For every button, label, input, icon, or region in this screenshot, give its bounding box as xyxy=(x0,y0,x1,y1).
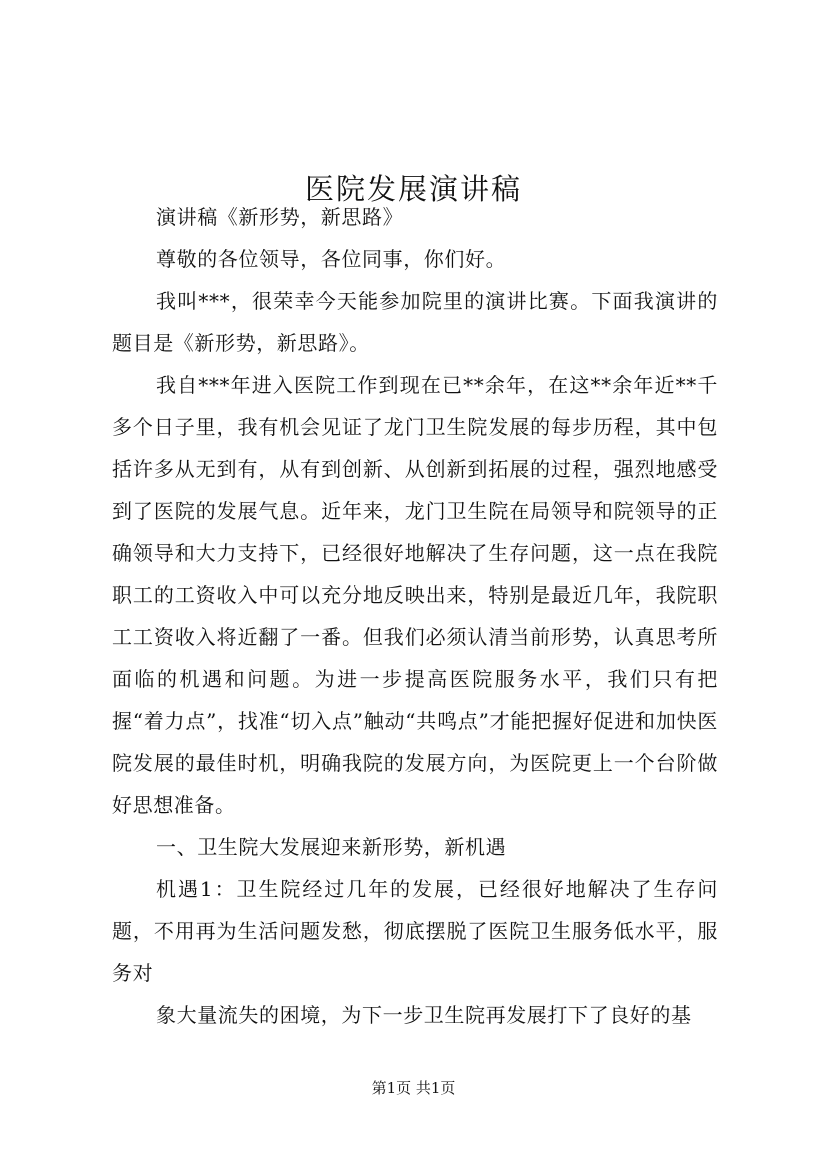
page-footer: 第1页 共1页 xyxy=(371,1079,456,1097)
paragraph-opportunity-1: 机遇1：卫生院经过几年的发展，已经很好地解决了生存问题，不用再为生活问题发愁，彻底摆脱了医院卫生服务低水平，服务对 xyxy=(112,877,718,985)
paragraph-greeting: 尊敬的各位领导，各位同事，你们好。 xyxy=(156,247,507,271)
paragraph-speech-subtitle: 演讲稿《新形势，新思路》 xyxy=(156,205,404,229)
document-title: 医院发展演讲稿 xyxy=(304,172,522,207)
document-body xyxy=(112,196,718,1036)
paragraph-continuation: 象大量流失的困境，为下一步卫生院再发展打下了良好的基 xyxy=(156,1003,692,1027)
paragraph-introduction: 我叫***，很荣幸今天能参加院里的演讲比赛。下面我演讲的题目是《新形势，新思路》。 xyxy=(112,289,718,355)
paragraph-background: 我自***年进入医院工作到现在已**余年，在这**余年近**千多个日子里，我有机会见证了龙门卫生院发展的每步历程，其中包括许多从无到有，从有到创新、从创新到拓展的过程，强烈地感受到了医院的发展气息。近年来，龙门卫生院在局领导和院领导的正确领导和大力支持下，已经很好地解决了生存问题，这一点在我院职工的工资收入中可以充分地反映出来，特别是最近几年，我院职工工资收入将近翻了一番。但我们必须认清当前形势，认真思考所面临的机遇和问题。为进一步提高医院服务水平，我们只有把握“着力点”，找准“切入点”触动“共鸣点”才能把握好促进和加快医院发展的最佳时机，明确我院的发展方向，为医院更上一个台阶做好思想准备。 xyxy=(112,373,718,817)
section-heading: 一、卫生院大发展迎来新形势，新机遇 xyxy=(156,835,507,859)
